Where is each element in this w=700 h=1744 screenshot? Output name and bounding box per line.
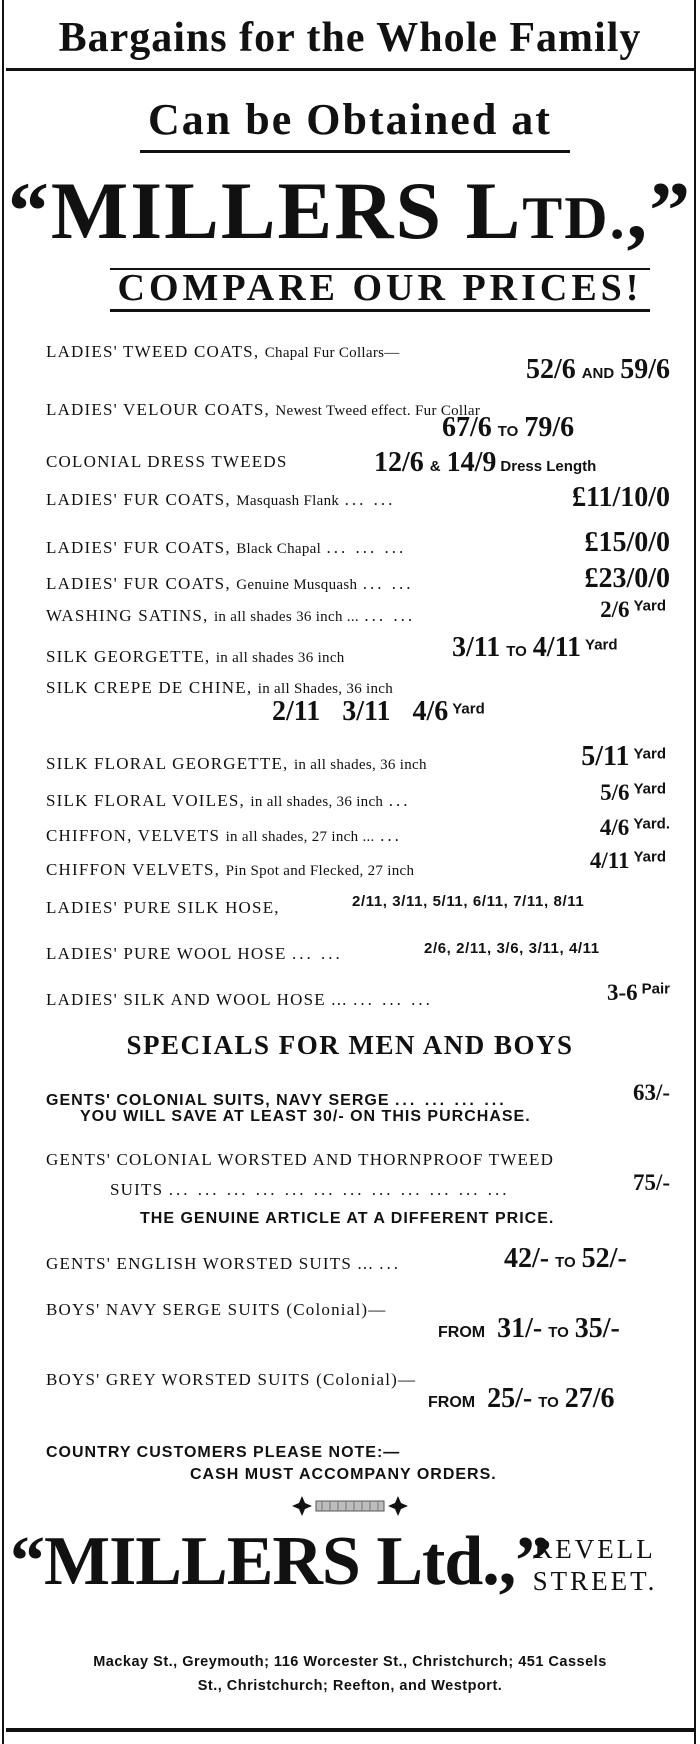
price: 63/- bbox=[632, 1080, 670, 1105]
price-with-unit: 4/6 Yard. bbox=[599, 815, 670, 840]
right-border bbox=[694, 0, 696, 1744]
price: 75/- bbox=[632, 1170, 670, 1195]
price-range: 52/6 AND 59/6 bbox=[525, 354, 670, 385]
list-item: CHIFFON, VELVETS in all shades, 27 inch ... ... bbox=[46, 826, 402, 845]
price: £15/0/0 bbox=[584, 527, 670, 558]
list-item: SILK FLORAL VOILES, in all shades, 36 inch ... bbox=[46, 791, 411, 810]
brand-name bbox=[0, 164, 700, 258]
list-item: GENTS' COLONIAL SUITS, NAVY SERGE ... ... ... ... bbox=[46, 1092, 507, 1109]
price: £23/0/0 bbox=[584, 563, 670, 594]
list-item: LADIES' VELOUR COATS, Newest Tweed effect. Fur Collar bbox=[46, 400, 481, 419]
list-item: SILK CREPE DE CHINE, in all Shades, 36 inch bbox=[46, 678, 394, 697]
brand-close: ,” bbox=[626, 165, 693, 256]
headline: Bargains for the Whole Family bbox=[58, 15, 642, 61]
list-item: LADIES' FUR COATS, Black Chapal ... ... ... bbox=[46, 538, 407, 557]
notice-line-1: COUNTRY CUSTOMERS PLEASE NOTE:— bbox=[46, 1444, 401, 1461]
price-range: 67/6 TO 79/6 bbox=[442, 412, 575, 443]
list-item: SILK FLORAL GEORGETTE, in all shades, 36 inch bbox=[46, 754, 427, 773]
list-item: LADIES' TWEED COATS, Chapal Fur Collars— bbox=[46, 342, 400, 361]
price-with-unit: 3-6 Pair bbox=[606, 980, 670, 1005]
ornament bbox=[290, 1494, 410, 1518]
left-border bbox=[2, 0, 4, 1744]
list-item: COLONIAL DRESS TWEEDS bbox=[46, 452, 288, 471]
list-item: LADIES' PURE WOOL HOSE ... ... bbox=[46, 944, 343, 963]
address-line-2: St., Christchurch; Reefton, and Westport. bbox=[197, 1678, 503, 1694]
top-rule bbox=[6, 68, 694, 71]
list-item: LADIES' PURE SILK HOSE, bbox=[46, 898, 280, 917]
sub-headline: Can be Obtained at bbox=[148, 95, 552, 144]
promo-note: YOU WILL SAVE AT LEAST 30/- ON THIS PURCHASE. bbox=[80, 1108, 531, 1125]
bottom-rule bbox=[6, 1728, 694, 1732]
price-with-unit: 5/11 Yard bbox=[581, 741, 666, 772]
price-range: FROM 31/- TO 35/- bbox=[438, 1313, 620, 1344]
notice-line-2: CASH MUST ACCOMPANY ORDERS. bbox=[190, 1466, 497, 1483]
ornament-cross-icon bbox=[290, 1494, 410, 1518]
street-line-2: STREET. bbox=[532, 1566, 658, 1596]
list-item-continued: SUITS ... ... ... ... ... ... ... ... ... ... ... ... bbox=[110, 1180, 510, 1199]
list-item: GENTS' ENGLISH WORSTED SUITS ... ... bbox=[46, 1254, 401, 1273]
price-list: 2/6, 2/11, 3/6, 3/11, 4/11 bbox=[424, 940, 600, 957]
price-with-unit: 2/6 Yard bbox=[600, 597, 666, 622]
price-list: 2/11 3/11 4/6 Yard bbox=[272, 696, 485, 727]
price-range: 3/11 TO 4/11 Yard bbox=[452, 632, 618, 663]
list-item: LADIES' FUR COATS, Genuine Musquash ... ... bbox=[46, 574, 414, 593]
brand-main: “MILLERS L bbox=[7, 165, 523, 256]
list-item: WASHING SATINS, in all shades 36 inch ... ... ... bbox=[46, 606, 416, 625]
footer-brand: “MILLERS Ltd.,” bbox=[10, 1523, 550, 1600]
list-item: GENTS' COLONIAL WORSTED AND THORNPROOF TWEED bbox=[46, 1150, 555, 1169]
list-item: BOYS' NAVY SERGE SUITS (Colonial)— bbox=[46, 1300, 387, 1319]
list-item: LADIES' SILK AND WOOL HOSE ... ... ... ... bbox=[46, 990, 433, 1009]
brand-ltd: TD. bbox=[522, 185, 627, 251]
list-item: BOYS' GREY WORSTED SUITS (Colonial)— bbox=[46, 1370, 417, 1389]
address-line-1: Mackay St., Greymouth; 116 Worcester St., Christchurch; 451 Cassels bbox=[93, 1654, 607, 1670]
street-line-1: REVELL bbox=[534, 1534, 656, 1564]
price: £11/10/0 bbox=[571, 482, 670, 513]
price-list: 2/11, 3/11, 5/11, 6/11, 7/11, 8/11 bbox=[352, 893, 585, 910]
sub-headline-underline bbox=[140, 150, 570, 153]
specials-heading: SPECIALS FOR MEN AND BOYS bbox=[126, 1030, 574, 1060]
price-range: 12/6 & 14/9 Dress Length bbox=[374, 447, 597, 478]
compare-heading: COMPARE OUR PRICES! bbox=[117, 267, 643, 309]
list-item: CHIFFON VELVETS, Pin Spot and Flecked, 27 inch bbox=[46, 860, 415, 879]
price-range: FROM 25/- TO 27/6 bbox=[428, 1383, 615, 1414]
price-range: 42/- TO 52/- bbox=[504, 1243, 627, 1274]
promo-note: THE GENUINE ARTICLE AT A DIFFERENT PRICE. bbox=[140, 1210, 555, 1227]
list-item: LADIES' FUR COATS, Masquash Flank ... ... bbox=[46, 490, 396, 509]
compare-underline bbox=[110, 309, 650, 312]
street-name bbox=[510, 1533, 680, 1597]
price-with-unit: 4/11 Yard bbox=[589, 848, 666, 873]
price-with-unit: 5/6 Yard bbox=[600, 780, 666, 805]
list-item: SILK GEORGETTE, in all shades 36 inch bbox=[46, 647, 345, 666]
